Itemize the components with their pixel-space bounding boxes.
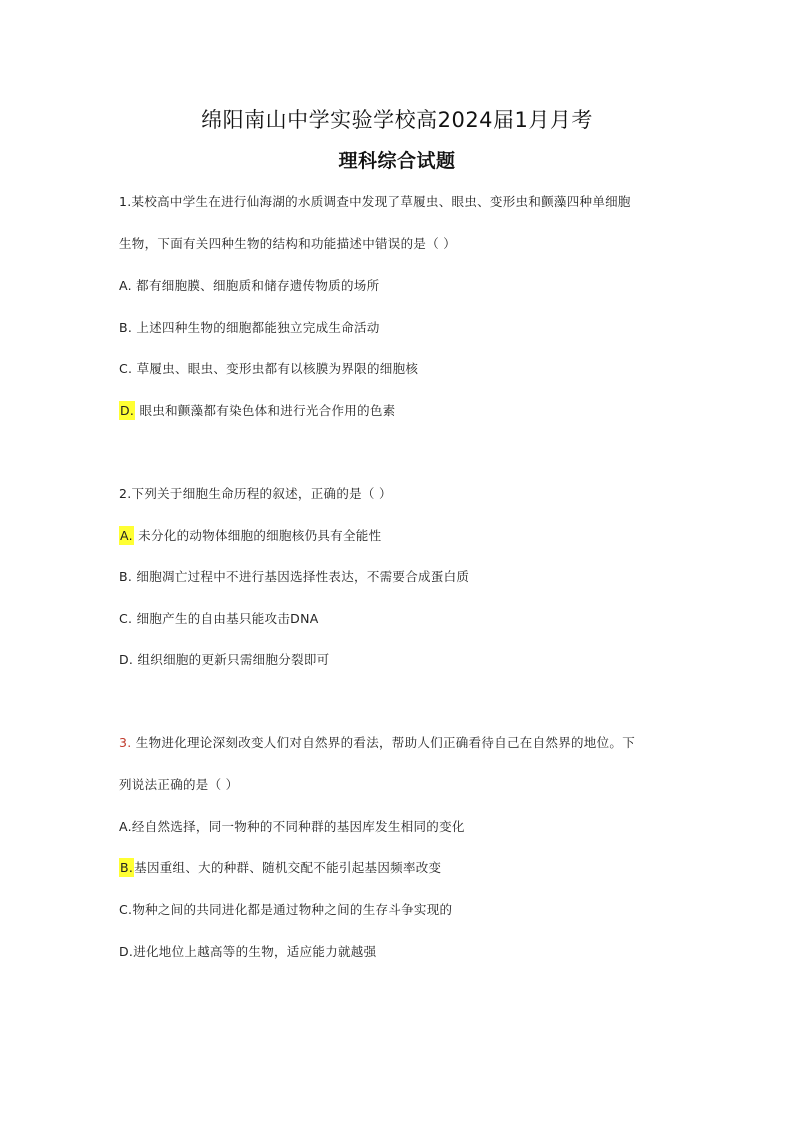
question-3-stem-line-1 bbox=[119, 733, 635, 751]
question-2-option-d bbox=[119, 650, 329, 668]
question-1-option-c bbox=[119, 359, 418, 377]
question-1-stem-line-2: 生物，下面有关四种生物的结构和功能描述中错误的是（ ） bbox=[119, 236, 457, 251]
question-3-option-a bbox=[119, 817, 465, 835]
option-marker: C. bbox=[119, 611, 133, 626]
question-1-stem-line-1: 1.某校高中学生在进行仙海湖的水质调查中发现了草履虫、眼虫、变形虫和颤藻四种单细胞 bbox=[119, 194, 631, 209]
option-text: 细胞凋亡过程中不进行基因选择性表达，不需要合成蛋白质 bbox=[132, 569, 470, 584]
question-3-option-d bbox=[119, 942, 376, 960]
option-text: 基因重组、大的种群、随机交配不能引起基因频率改变 bbox=[134, 860, 442, 875]
option-text: 上述四种生物的细胞都能独立完成生命活动 bbox=[132, 320, 380, 335]
option-text: 经自然选择，同一物种的不同种群的基因库发生相同的变化 bbox=[131, 819, 465, 834]
stem-text: 生物进化理论深刻改变人们对自然界的看法，帮助人们正确看待自己在自然界的地位。下 bbox=[131, 735, 636, 750]
question-1-option-a bbox=[119, 276, 379, 294]
highlighted-answer-marker: D. bbox=[120, 403, 135, 418]
option-text: 都有细胞膜、细胞质和储存遗传物质的场所 bbox=[131, 278, 380, 293]
highlighted-answer-marker: B. bbox=[120, 860, 134, 875]
question-1-option-d bbox=[119, 401, 395, 419]
option-text: 眼虫和颤藻都有染色体和进行光合作用的色素 bbox=[135, 403, 396, 418]
question-2-option-a bbox=[119, 526, 381, 544]
option-text: 细胞产生的自由基只能攻击DNA bbox=[132, 611, 319, 626]
page-title: 绵阳南山中学实验学校高2024届1月月考 bbox=[201, 108, 593, 132]
option-text: 草履虫、眼虫、变形虫都有以核膜为界限的细胞核 bbox=[132, 361, 419, 376]
option-marker: A. bbox=[119, 819, 132, 834]
option-marker: D. bbox=[119, 944, 134, 959]
option-marker: A. bbox=[119, 278, 132, 293]
option-marker: B. bbox=[119, 320, 133, 335]
question-3-stem-line-2: 列说法正确的是（ ） bbox=[119, 777, 239, 792]
question-3-option-c bbox=[119, 900, 452, 918]
question-2-option-c bbox=[119, 609, 319, 627]
option-marker: C. bbox=[119, 902, 133, 917]
question-3-option-b bbox=[119, 858, 441, 876]
option-marker: C. bbox=[119, 361, 133, 376]
option-marker: D. bbox=[119, 652, 134, 667]
question-2-option-b bbox=[119, 567, 469, 585]
option-text: 进化地位上越高等的生物，适应能力就越强 bbox=[133, 944, 377, 959]
option-text: 组织细胞的更新只需细胞分裂即可 bbox=[133, 652, 330, 667]
option-text: 未分化的动物体细胞的细胞核仍具有全能性 bbox=[133, 528, 382, 543]
question-2-stem: 2.下列关于细胞生命历程的叙述，正确的是（ ） bbox=[119, 486, 392, 501]
question-1-option-b bbox=[119, 318, 380, 336]
option-text: 物种之间的共同进化都是通过物种之间的生存斗争实现的 bbox=[132, 902, 453, 917]
page-subtitle: 理科综合试题 bbox=[338, 150, 456, 172]
question-number: 3. bbox=[119, 735, 132, 750]
highlighted-answer-marker: A. bbox=[120, 528, 133, 543]
option-marker: B. bbox=[119, 569, 133, 584]
